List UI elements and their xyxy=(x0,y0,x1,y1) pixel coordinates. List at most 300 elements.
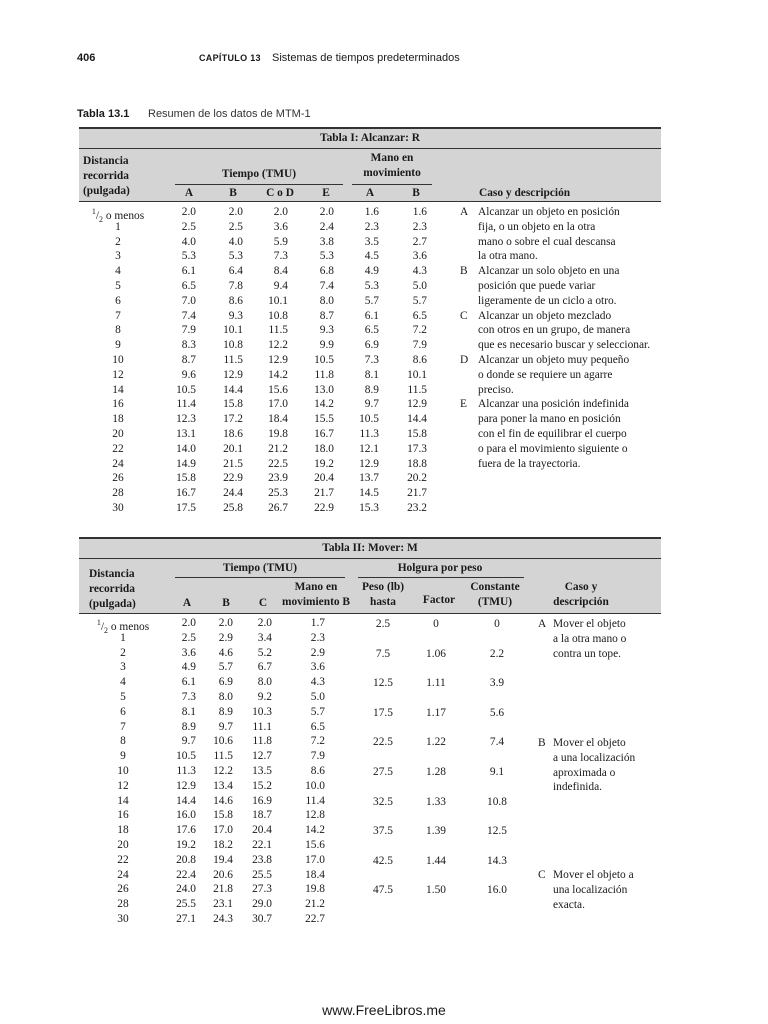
table2-a-cell: 8.1 xyxy=(181,705,196,718)
table2-header-rule xyxy=(79,613,661,614)
table1-mano-b-cell: 18.8 xyxy=(407,457,427,470)
table2-case-line xyxy=(538,898,634,913)
table1-cod-cell: 23.9 xyxy=(268,472,288,485)
table1-cod-cell: 25.3 xyxy=(268,487,288,500)
table2-distance-header-1: Distancia xyxy=(89,568,135,580)
table2-factor-cell: 1.22 xyxy=(426,736,446,749)
table2-peso-cell: 47.5 xyxy=(373,884,393,897)
table1-cod-cell: 12.2 xyxy=(268,339,288,352)
table2-constante-cell: 16.0 xyxy=(487,884,507,897)
table2-b-cell: 12.2 xyxy=(213,764,233,777)
table1-b-cell: 10.8 xyxy=(223,339,243,352)
table2-mano-b-cell: 7.9 xyxy=(310,750,325,763)
table1-case-line xyxy=(460,309,650,324)
table2-mano-b-cell: 7.2 xyxy=(310,735,325,748)
table2-factor-cell: 1.17 xyxy=(426,706,446,719)
table1-cod-cell: 22.5 xyxy=(268,457,288,470)
table2-c-cell: 11.8 xyxy=(252,735,272,748)
table1-a-cell: 9.6 xyxy=(181,368,196,381)
case-text: Mover el objeto a xyxy=(553,869,634,881)
table2-b-cell: 15.8 xyxy=(213,809,233,822)
table1-b-cell: 2.0 xyxy=(228,206,243,218)
table2-c-cell: 13.5 xyxy=(252,764,272,777)
table2-a-cell: 10.5 xyxy=(176,750,196,763)
table2-b-cell: 17.0 xyxy=(213,824,233,837)
table1-title: Tabla I: Alcanzar: R xyxy=(320,132,420,144)
table2-mano-b-cell: 4.3 xyxy=(310,676,325,689)
table1-e-cell: 11.8 xyxy=(314,368,334,381)
table2-c-cell: 15.2 xyxy=(252,779,272,792)
table1-case-line xyxy=(460,279,650,294)
table1-b-cell: 22.9 xyxy=(223,472,243,485)
table2-case-line xyxy=(538,617,626,632)
table1-distance-header-1: Distancia xyxy=(83,155,129,167)
table2-mano-b-cell: 11.4 xyxy=(305,794,325,807)
table2-b-cell: 9.7 xyxy=(218,720,233,733)
table2-distance-cell: 9 xyxy=(120,750,126,763)
table2-mano-header-2: movimiento B xyxy=(281,596,351,608)
table2-mano-b-cell: 22.7 xyxy=(305,912,325,925)
table2-distance-header-2: recorrida xyxy=(89,583,135,595)
table1-mano-a-cell: 8.9 xyxy=(364,383,379,396)
table1-mano-b-cell: 4.3 xyxy=(412,265,427,278)
table2-constante-cell: 14.3 xyxy=(487,854,507,867)
table2-case-line xyxy=(538,868,634,883)
table1-mano-b-cell: 7.2 xyxy=(412,324,427,337)
table1-e-cell: 15.5 xyxy=(314,413,334,426)
case-letter: A xyxy=(460,206,469,218)
table2-peso-cell: 12.5 xyxy=(373,677,393,690)
table2-b-cell: 19.4 xyxy=(213,853,233,866)
table1-mano-a-cell: 6.5 xyxy=(364,324,379,337)
table1-distance-cell: 2 xyxy=(115,235,121,248)
table1-mano-b-cell: 17.3 xyxy=(407,442,427,455)
case-letter: D xyxy=(460,353,469,366)
table2-a-cell: 2.0 xyxy=(181,617,196,629)
table1-mano-a-cell: 5.7 xyxy=(364,294,379,307)
table2-b-cell: 24.3 xyxy=(213,912,233,925)
table1-a-cell: 6.5 xyxy=(181,279,196,292)
table1-mano-a-cell: 12.9 xyxy=(359,457,379,470)
table1-cod-cell: 9.4 xyxy=(273,279,288,292)
table1-e-cell: 22.9 xyxy=(314,501,334,514)
table2-c-cell: 9.2 xyxy=(257,690,272,703)
table1-cod-cell: 5.9 xyxy=(273,235,288,248)
table2-constante-cell: 7.4 xyxy=(489,736,505,749)
footer-site: www.FreeLibros.me xyxy=(322,1002,446,1018)
table2-a-cell: 3.6 xyxy=(181,646,196,659)
table2-a-cell: 20.8 xyxy=(176,853,196,866)
table2-distance-cell: 28 xyxy=(117,898,129,911)
table2-constante-header-2: (TMU) xyxy=(477,596,513,608)
table1-mano-a-cell: 15.3 xyxy=(359,501,379,514)
table2-a-cell: 7.3 xyxy=(181,690,196,703)
case-text: que es necesario buscar y seleccionar. xyxy=(478,339,651,352)
table2-mano-b-values xyxy=(290,616,325,927)
table1-distance-cell: 14 xyxy=(112,383,124,396)
table1-cod-cell: 17.0 xyxy=(268,398,288,411)
table2-distance-cell: 7 xyxy=(120,720,126,733)
table2-tiempo-rule xyxy=(175,577,345,578)
table2-b-cell: 11.5 xyxy=(213,750,233,763)
table2-a-cell: 2.5 xyxy=(181,631,196,644)
table2-mano-b-cell: 12.8 xyxy=(305,809,325,822)
table2-a-cell: 12.9 xyxy=(176,779,196,792)
table1-mano-header-2: movimiento xyxy=(363,167,421,179)
table2-c-cell: 8.0 xyxy=(257,676,272,689)
table1-case-line xyxy=(460,264,650,279)
table1-a-cell: 12.3 xyxy=(176,413,196,426)
table1-b-cell: 10.1 xyxy=(223,324,243,337)
table2-case-line xyxy=(538,883,634,898)
case-letter: A xyxy=(538,618,547,630)
table2-b-cell: 23.1 xyxy=(213,898,233,911)
table2-col-a: A xyxy=(182,597,192,609)
table2-distance-cell: 18 xyxy=(117,824,129,837)
table2-b-cell: 14.6 xyxy=(213,794,233,807)
table2-a-cell: 16.0 xyxy=(176,809,196,822)
table2-c-cell: 11.1 xyxy=(252,720,272,733)
table2-c-cell: 20.4 xyxy=(252,824,272,837)
table2-peso-cell: 17.5 xyxy=(373,706,393,719)
table1-a-cell: 7.9 xyxy=(181,324,196,337)
table2-mano-b-cell: 8.6 xyxy=(310,764,325,777)
table2-b-cell: 18.2 xyxy=(213,838,233,851)
case-letter: B xyxy=(538,737,546,749)
table2-peso-header-2: hasta xyxy=(370,596,396,608)
table2-distance-cell: 2 xyxy=(120,646,126,659)
table2-a-cell: 4.9 xyxy=(181,661,196,674)
table1-distance-cell: 4 xyxy=(115,265,121,278)
table1-a-cell: 17.5 xyxy=(176,501,196,514)
table1-distance-cell: 28 xyxy=(112,487,124,500)
table2-distance-cell: 1 xyxy=(120,631,126,644)
table1-e-cell: 10.5 xyxy=(314,353,334,366)
table2-case-block xyxy=(538,617,626,661)
table2-c-cell: 27.3 xyxy=(252,883,272,896)
case-letter: B xyxy=(460,265,468,278)
table1-a-cell: 14.0 xyxy=(176,442,196,455)
table2-factor-cell: 0 xyxy=(433,618,439,630)
table1-e-cell: 19.2 xyxy=(314,457,334,470)
case-text: para poner la mano en posición xyxy=(478,413,621,426)
table2-title: Tabla II: Mover: M xyxy=(322,542,418,554)
table1-mano-b-values xyxy=(389,205,427,516)
table-caption-label: Tabla 13.1 xyxy=(77,108,130,120)
table2-a-values xyxy=(162,616,196,927)
case-text: o donde se requiere un agarre xyxy=(478,368,613,381)
table2-b-cell: 4.6 xyxy=(218,646,233,659)
table2-factor-cell: 1.11 xyxy=(426,677,446,690)
table1-b-cell: 8.6 xyxy=(228,294,243,307)
table1-distance-cell: 5 xyxy=(115,279,121,292)
table1-a-cell: 2.0 xyxy=(181,206,196,218)
table1-e-cell: 5.3 xyxy=(319,250,334,263)
table1-case-line xyxy=(460,368,650,383)
case-letter: E xyxy=(460,398,467,411)
table1-distance-cell: 22 xyxy=(112,442,124,455)
table1-distance-cell: 6 xyxy=(115,294,121,307)
table1-col-mano-b: B xyxy=(412,187,420,199)
case-text: a la otra mano o xyxy=(553,632,627,645)
table1-b-values xyxy=(205,205,243,516)
table2-a-cell: 17.6 xyxy=(176,824,196,837)
table2-distance-cell: 4 xyxy=(120,676,126,689)
table2-a-cell: 6.1 xyxy=(181,676,196,689)
table2-mano-b-cell: 5.7 xyxy=(310,705,325,718)
table1-e-cell: 2.0 xyxy=(319,206,334,218)
table2-constante-header-1: Constante xyxy=(470,581,520,593)
table1-e-cell: 18.0 xyxy=(314,442,334,455)
table2-case-line xyxy=(538,780,635,795)
table1-cod-cell: 26.7 xyxy=(268,501,288,514)
table2-a-cell: 27.1 xyxy=(176,912,196,925)
case-text: indefinida. xyxy=(553,781,603,794)
case-text: exacta. xyxy=(553,898,585,911)
table2-c-cell: 2.0 xyxy=(257,617,272,629)
table1-mano-b-cell: 5.7 xyxy=(412,294,427,307)
table2-distance-cell: 8 xyxy=(120,735,126,748)
table1-mano-a-cell: 5.3 xyxy=(364,279,379,292)
table2-case-line xyxy=(538,766,635,781)
table1-mano-a-cell: 12.1 xyxy=(359,442,379,455)
case-text: Alcanzar un solo objeto en una xyxy=(478,265,620,278)
table2-a-cell: 8.9 xyxy=(181,720,196,733)
table2-a-cell: 19.2 xyxy=(176,838,196,851)
table1-a-cell: 15.8 xyxy=(176,472,196,485)
table2-factor-cell: 1.33 xyxy=(426,795,446,808)
table2-factor-header: Factor xyxy=(422,594,456,606)
table2-case-block xyxy=(538,868,634,912)
table2-col-b: B xyxy=(222,597,230,609)
table2-factor-cell: 1.06 xyxy=(426,647,446,660)
table2-c-cell: 12.7 xyxy=(252,750,272,763)
table1-mano-a-cell: 4.9 xyxy=(364,265,379,278)
case-text: Mover el objeto xyxy=(553,618,626,630)
table2-c-cell: 10.3 xyxy=(252,705,272,718)
table1-case-line xyxy=(460,323,650,338)
table2-mano-b-cell: 19.8 xyxy=(305,883,325,896)
table1-case-line xyxy=(460,353,650,368)
table2-factor-cell: 1.39 xyxy=(426,825,446,838)
table1-mano-b-cell: 1.6 xyxy=(412,206,427,218)
table1-e-cell: 20.4 xyxy=(314,472,334,485)
table2-mano-b-cell: 2.9 xyxy=(310,646,325,659)
table2-distance-cell: 6 xyxy=(120,705,126,718)
table1-b-cell: 4.0 xyxy=(228,235,243,248)
table1-distance-cell: 1 xyxy=(115,220,121,233)
table2-a-cell: 22.4 xyxy=(176,868,196,881)
table1-distance-header-2: recorrida xyxy=(83,170,129,182)
table1-b-cell: 9.3 xyxy=(228,309,243,322)
table1-mano-b-cell: 5.0 xyxy=(412,279,427,292)
table1-a-cell: 4.0 xyxy=(181,235,196,248)
table2-mano-b-cell: 10.0 xyxy=(305,779,325,792)
table2-constante-cell: 3.9 xyxy=(489,677,505,690)
table2-distance-header-3: (pulgada) xyxy=(89,598,136,610)
table1-b-cell: 5.3 xyxy=(228,250,243,263)
table1-case-line xyxy=(460,383,650,398)
table2-mano-b-cell: 1.7 xyxy=(310,617,325,629)
table1-mano-b-cell: 15.8 xyxy=(407,427,427,440)
table1-case-line xyxy=(460,235,650,250)
case-text: con el fin de equilibrar el cuerpo xyxy=(478,427,627,440)
table1-mano-header-1: Mano en xyxy=(370,152,414,164)
table1-case-line xyxy=(460,220,650,235)
table1-a-values xyxy=(160,205,196,516)
table1-b-cell: 7.8 xyxy=(228,279,243,292)
table1-mano-a-cell: 10.5 xyxy=(359,413,379,426)
table1-cod-cell: 15.6 xyxy=(268,383,288,396)
table1-distance-cell: 26 xyxy=(112,472,124,485)
table1-cod-cell: 14.2 xyxy=(268,368,288,381)
table2-case-line xyxy=(538,632,626,647)
table2-a-cell: 25.5 xyxy=(176,898,196,911)
table2-b-cell: 2.9 xyxy=(218,631,233,644)
table1-distance-cell: 20 xyxy=(112,427,124,440)
table1-mano-a-cell: 9.7 xyxy=(364,398,379,411)
case-text: Alcanzar un objeto en posición xyxy=(478,206,620,218)
table2-mano-b-cell: 21.2 xyxy=(305,898,325,911)
table1-b-cell: 12.9 xyxy=(223,368,243,381)
table1-mano-a-cell: 4.5 xyxy=(364,250,379,263)
table1-distance-cell: 7 xyxy=(115,309,121,322)
table1-mano-a-cell: 13.7 xyxy=(359,472,379,485)
table1-case-line xyxy=(460,338,650,353)
table1-e-cell: 13.0 xyxy=(314,383,334,396)
table2-b-values xyxy=(200,616,233,927)
table1-cod-cell: 8.4 xyxy=(273,265,288,278)
table2-distance-cell: 26 xyxy=(117,883,129,896)
table2-b-cell: 21.8 xyxy=(213,883,233,896)
chapter-title: Sistemas de tiempos predeterminados xyxy=(272,52,460,64)
case-text: una localización xyxy=(553,883,628,896)
table1-case-line xyxy=(460,457,650,472)
table2-b-cell: 20.6 xyxy=(213,868,233,881)
table1-b-cell: 2.5 xyxy=(228,220,243,233)
table1-mano-b-cell: 7.9 xyxy=(412,339,427,352)
table2-c-cell: 23.8 xyxy=(252,853,272,866)
case-text: o para el movimiento siguiente o xyxy=(478,442,628,455)
table1-mano-b-cell: 6.5 xyxy=(412,309,427,322)
case-letter: C xyxy=(460,309,468,322)
table2-a-cell: 14.4 xyxy=(176,794,196,807)
table1-e-cell: 8.0 xyxy=(319,294,334,307)
table2-distance-cell: 16 xyxy=(117,809,129,822)
table2-b-cell: 10.6 xyxy=(213,735,233,748)
table2-mano-b-cell: 18.4 xyxy=(305,868,325,881)
table2-factor-cell: 1.28 xyxy=(426,766,446,778)
table1-case-line xyxy=(460,205,650,220)
table1-e-cell: 7.4 xyxy=(319,279,334,292)
table1-b-cell: 21.5 xyxy=(223,457,243,470)
table1-cod-cell: 7.3 xyxy=(273,250,288,263)
table2-c-cell: 3.4 xyxy=(257,631,272,644)
table1-b-cell: 11.5 xyxy=(223,353,243,366)
table1-mano-a-cell: 7.3 xyxy=(364,353,379,366)
table1-mano-a-cell: 8.1 xyxy=(364,368,379,381)
table2-case-line xyxy=(538,751,635,766)
table2-a-cell: 11.3 xyxy=(176,764,196,777)
table2-b-cell: 6.9 xyxy=(218,676,233,689)
case-text: Mover el objeto xyxy=(553,737,626,749)
table1-mano-a-cell: 11.3 xyxy=(359,427,379,440)
table1-cod-cell: 12.9 xyxy=(268,353,288,366)
table1-e-cell: 9.3 xyxy=(319,324,334,337)
table1-cod-values xyxy=(250,205,288,516)
table2-caso-header-1: Caso y xyxy=(564,581,598,593)
table2-c-values xyxy=(238,616,272,927)
table2-b-cell: 8.0 xyxy=(218,690,233,703)
table1-cod-cell: 2.0 xyxy=(273,206,288,218)
case-text: Alcanzar un objeto muy pequeño xyxy=(478,353,630,366)
table1-case-line xyxy=(460,427,650,442)
table2-factor-cell: 1.44 xyxy=(426,854,446,867)
table1-distance-cell: 12 xyxy=(112,368,124,381)
table1-mano-b-cell: 10.1 xyxy=(407,368,427,381)
table1-a-cell: 10.5 xyxy=(176,383,196,396)
page-number: 406 xyxy=(77,52,96,64)
table1-cod-cell: 10.8 xyxy=(268,309,288,322)
table2-peso-cell: 22.5 xyxy=(373,736,393,749)
table1-b-cell: 14.4 xyxy=(223,383,243,396)
table1-mano-a-cell: 1.6 xyxy=(364,206,379,218)
table1-mano-a-values xyxy=(342,205,379,516)
table1-case-line xyxy=(460,249,650,264)
table1-e-cell: 8.7 xyxy=(319,309,334,322)
case-text: posición que puede variar xyxy=(478,279,596,292)
table1-a-cell: 8.3 xyxy=(181,339,196,352)
table2-distance-cell: 22 xyxy=(117,853,129,866)
case-text: preciso. xyxy=(478,383,514,396)
table2-c-cell: 6.7 xyxy=(257,661,272,674)
case-text: aproximada o xyxy=(553,766,616,779)
table1-mano-b-cell: 12.9 xyxy=(407,398,427,411)
table1-cod-cell: 3.6 xyxy=(273,220,288,233)
table2-constante-cell: 9.1 xyxy=(489,766,505,778)
table1-mano-b-cell: 14.4 xyxy=(407,413,427,426)
table1-mano-a-cell: 2.3 xyxy=(364,220,379,233)
table1-a-cell: 14.9 xyxy=(176,457,196,470)
table1-distance-cell: 30 xyxy=(112,501,124,514)
table2-c-cell: 18.7 xyxy=(252,809,272,822)
table1-a-cell: 13.1 xyxy=(176,427,196,440)
table1-e-cell: 21.7 xyxy=(314,487,334,500)
table2-mano-header-1: Mano en xyxy=(294,581,338,593)
table1-b-cell: 25.8 xyxy=(223,501,243,514)
table2-distance-cell: 3 xyxy=(120,661,126,674)
table2-constante-cell: 5.6 xyxy=(489,706,505,719)
case-text: fija, o un objeto en la otra xyxy=(478,220,596,233)
chapter-label: CAPÍTULO 13 xyxy=(199,53,261,63)
table1-tiempo-rule xyxy=(175,184,343,185)
table1-b-cell: 17.2 xyxy=(223,413,243,426)
table1-b-cell: 18.6 xyxy=(223,427,243,440)
table1-a-cell: 8.7 xyxy=(181,353,196,366)
table1-e-cell: 2.4 xyxy=(319,220,334,233)
table1-tiempo-header: Tiempo (TMU) xyxy=(221,168,297,180)
table2-mano-b-cell: 5.0 xyxy=(310,690,325,703)
table1-a-cell: 5.3 xyxy=(181,250,196,263)
table1-mano-b-cell: 23.2 xyxy=(407,501,427,514)
table2-c-cell: 25.5 xyxy=(252,868,272,881)
table1-mano-b-cell: 3.6 xyxy=(412,250,427,263)
table1-b-cell: 15.8 xyxy=(223,398,243,411)
table2-c-cell: 29.0 xyxy=(252,898,272,911)
case-text: contra un tope. xyxy=(553,647,622,660)
table1-mano-b-cell: 21.7 xyxy=(407,487,427,500)
case-letter: C xyxy=(538,869,546,881)
